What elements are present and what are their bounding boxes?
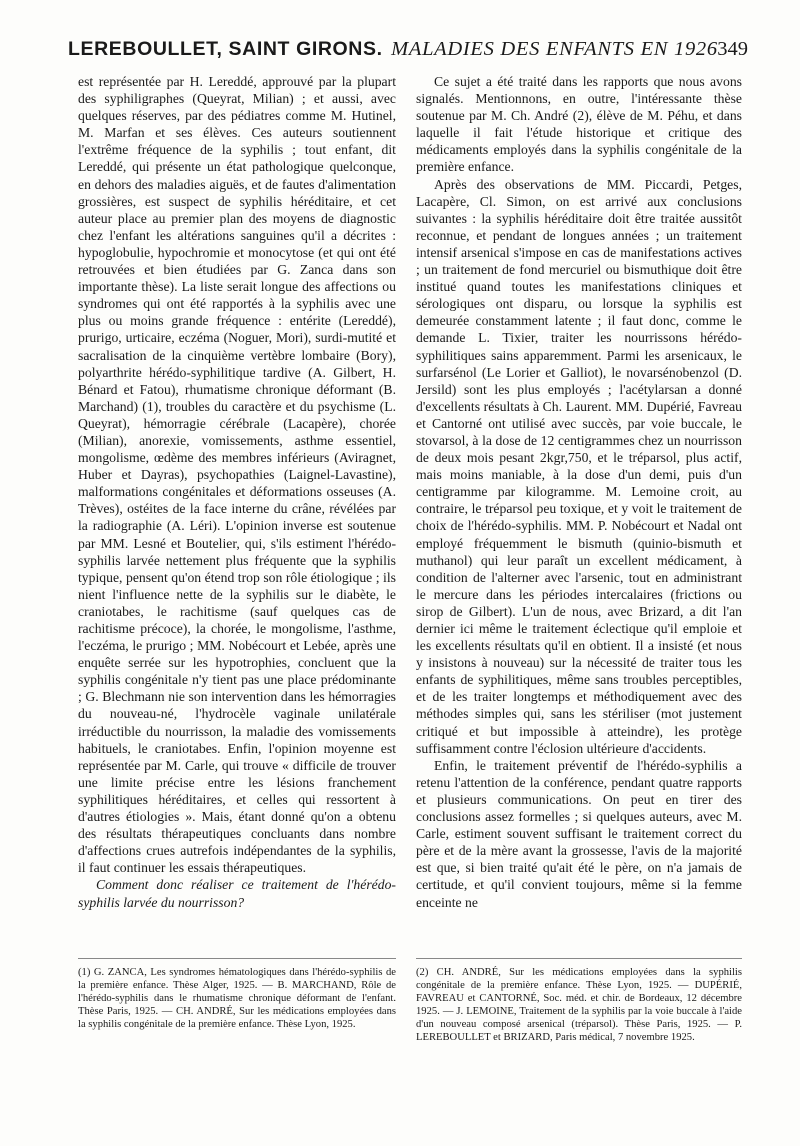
paragraph: Ce sujet a été traité dans les rapports que nous avons signalés. Mentionnons, en outre, l'intéressante thèse soutenue par M. Ch. André (2), élève de M. Péhu, et dans laquelle il fait l'étude historique et critique des médicaments employés dans la syphilis congénitale de la première enfance. bbox=[416, 74, 742, 175]
header-title: MALADIES DES ENFANTS EN 1926 bbox=[391, 38, 718, 60]
paragraph: Enfin, le traitement préventif de l'hérédo-syphilis a retenu l'attention de la conférence, pendant quatre rapports et plusieurs communications. On peut en tirer des conclusions assez formelles ; si quelques auteurs, avec M. Carle, estiment souvent suffisant le traitement correct du père et de la mère avant la grossesse, l'avis de la majorité est que, si bien traité qu'ait été le père, on n'a jamais de certitude, et qu'il convient toujours, même si la femme enceinte ne bbox=[416, 757, 742, 910]
page-number: 349 bbox=[717, 38, 748, 60]
footnote-left: (1) G. ZANCA, Les syndromes hématologiques dans l'hérédo-syphilis de la première enfance. Thèse Alger, 1925. — B. MARCHAND, Rôle de l'hérédo-syphilis dans le rhumatisme chronique déformant de l'enfant. Thèse Paris, 1925. — CH. ANDRÉ, Sur les médications employées dans la syphilis congénitale de la première enfance. Thèse Lyon, 1925. bbox=[78, 967, 396, 1031]
header-authors: LEREBOULLET, SAINT GIRONS. bbox=[68, 38, 383, 60]
footnote-rule bbox=[78, 958, 396, 959]
paragraph: est représentée par H. Lereddé, approuvé par la plupart des syphiligraphes (Queyrat, Milian) ; et aussi, avec quelques réserves, par des pédiatres comme M. Hutinel, M. Marfan et ses élèves. Ces auteurs soutiennent l'extrême fréquence de la syphilis ; tout enfant, dit Lereddé, qui présente un état pathologique quelconque, en dehors des maladies aiguës, et de fautes d'alimentation grossières, est suspect de syphilis héréditaire, et cet auteur place au premier plan des moyens de diagnostic chez l'enfant les altérations sanguines qu'il a décrites : hypoglobulie, hypochromie et monocytose (et qui ont été retrouvées et bien étudiées par G. Zanca dans son importante thèse). La liste serait longue des affections ou syndromes qui ont été rapportés à la syphilis avec une plus ou moins grande fréquence : entérite (Lereddé), prurigo, urticaire, eczéma (Noguer, Mori), surdi-mutité et sacralisation de la cinquième vertèbre lombaire (Bory), polyarthrite hérédo-syphilitique tardive (A. Gilbert, H. Bénard et Fatou), rhumatisme chronique déformant (B. Marchand) (1), troubles du caractère et du psychisme (L. Queyrat), hémorragie cérébrale (Lacapère), chorée (Milian), anorexie, vomissements, asthme essentiel, mongolisme, œdème des membres inférieurs (Aviragnet, Huber et Dayras), psychopathies (Laignel-Lavastine), malformations congénitales et déformations osseuses (A. Trèves), ostéites de la face interne du crâne, révélées par la radiographie (A. Léri). L'opinion inverse est soutenue par MM. Lesné et Boutelier, qui, s'ils estiment l'hérédo-syphilis larvée nettement plus fréquente que la syphilis typique, pensent qu'on étend trop son rôle étiologique ; ils nient l'influence nette de la syphilis sur le diabète, le craniotabes, le rachitisme (sauf quelques cas de rachitisme précoce), la chorée, le mongolisme, l'asthme, l'eczéma, le prurigo ; MM. Nobécourt et Lebée, après une enquête serrée sur les hypotrophies, concluent que la syphilis congénitale n'y tient pas une place prédominante ; G. Blechmann nie son intervention dans les hémorragies du nouveau-né, l'hydrocèle vaginale unilatérale irréductible du nourrisson, la maladie des vomissements habituels, le craniotabes. Enfin, l'opinion moyenne est représentée par M. Carle, qui trouve « difficile de trouver une limite précise entre les lésions franchement syphilitiques héréditaires, et celles qui ressortent à d'autres étiologies ». Mais, étant donné qu'on a obtenu des résultats thérapeutiques concluants dans nombre d'affections crues autrefois indépendantes de la syphilis, il faut continuer les essais thérapeutiques. bbox=[78, 74, 396, 876]
left-column bbox=[78, 73, 396, 911]
running-header bbox=[68, 38, 748, 68]
paragraph: Après des observations de MM. Piccardi, Petges, Lacapère, Cl. Simon, on est arrivé aux conclusions suivantes : la syphilis héréditaire doit être traitée aussitôt reconnue, et pendant de longues années ; un traitement intensif arsenical s'impose en cas de manifestations actives ; un traitement de fond mercuriel ou bismuthique doit être institué quand toutes les manifestations cliniques et sérologiques ont disparu, ou lorsque la syphilis est demeurée constamment latente ; il faut donc, comme le demande L. Tixier, traiter les nourrissons hérédo-syphilitiques sains apparemment. Parmi les arsenicaux, le surfarsénol (Le Lorier et Galliot), le novarsénobenzol (D. Jersild) sont les plus employés ; l'acétylarsan a donné d'excellents résultats à Ch. Laurent. MM. Dupérié, Favreau et Cantorné ont utilisé avec succès, par voie buccale, le stovarsol, à la dose de 12 centigrammes chez un nourrisson de deux mois pesant 2kgr,750, et le tréparsol, plus actif, mais moins maniable, à la dose d'un demi, puis d'un centigramme par kilogramme. M. Lemoine croit, au contraire, le tréparsol peu toxique, et y voit le traitement de choix de l'hérédo-syphilis. MM. P. Nobécourt et Nadal ont employé fréquemment le bismuth (quinio-bismuth et muthanol) qui leur paraît un excellent médicament, à condition de l'alterner avec l'arsenic, tout en administrant le mercure dans les périodes intercalaires (frictions ou sirop de Gilbert). L'un de nous, avec Brizard, a dit l'an dernier ici même le traitement éclectique qu'il emploie et les excellents résultats qu'il en obtient. Il a insisté (et nous y insistons à nouveau) sur la nécessité de traiter tous les enfants de syphilitiques, même sans troubles perceptibles, et de les traiter longtemps et méthodiquement avec des méthodes simples qui, sans les stériliser (mot justement critiqué et but impossible à atteindre), les protège suffisamment contre l'éclosion ultérieure d'accidents. bbox=[416, 176, 742, 756]
footnote-rule bbox=[416, 958, 742, 959]
footnote-right: (2) CH. ANDRÉ, Sur les médications employées dans la syphilis congénitale de la première enfance. Thèse Lyon, 1925. — DUPÉRIÉ, FAVREAU et CANTORNÉ, Soc. méd. et chir. de Bordeaux, 12 décembre 1925. — J. LEMOINE, Traitement de la syphilis par la voie buccale à l'aide d'un nouveau composé arsenical (tréparsol). Thèse Paris, 1925. — P. LEREBOULLET et BRIZARD, Paris médical, 7 novembre 1925. bbox=[416, 967, 742, 1044]
right-column bbox=[416, 73, 742, 911]
question-paragraph: Comment donc réaliser ce traitement de l'hérédo-syphilis larvée du nourrisson? bbox=[78, 877, 396, 910]
